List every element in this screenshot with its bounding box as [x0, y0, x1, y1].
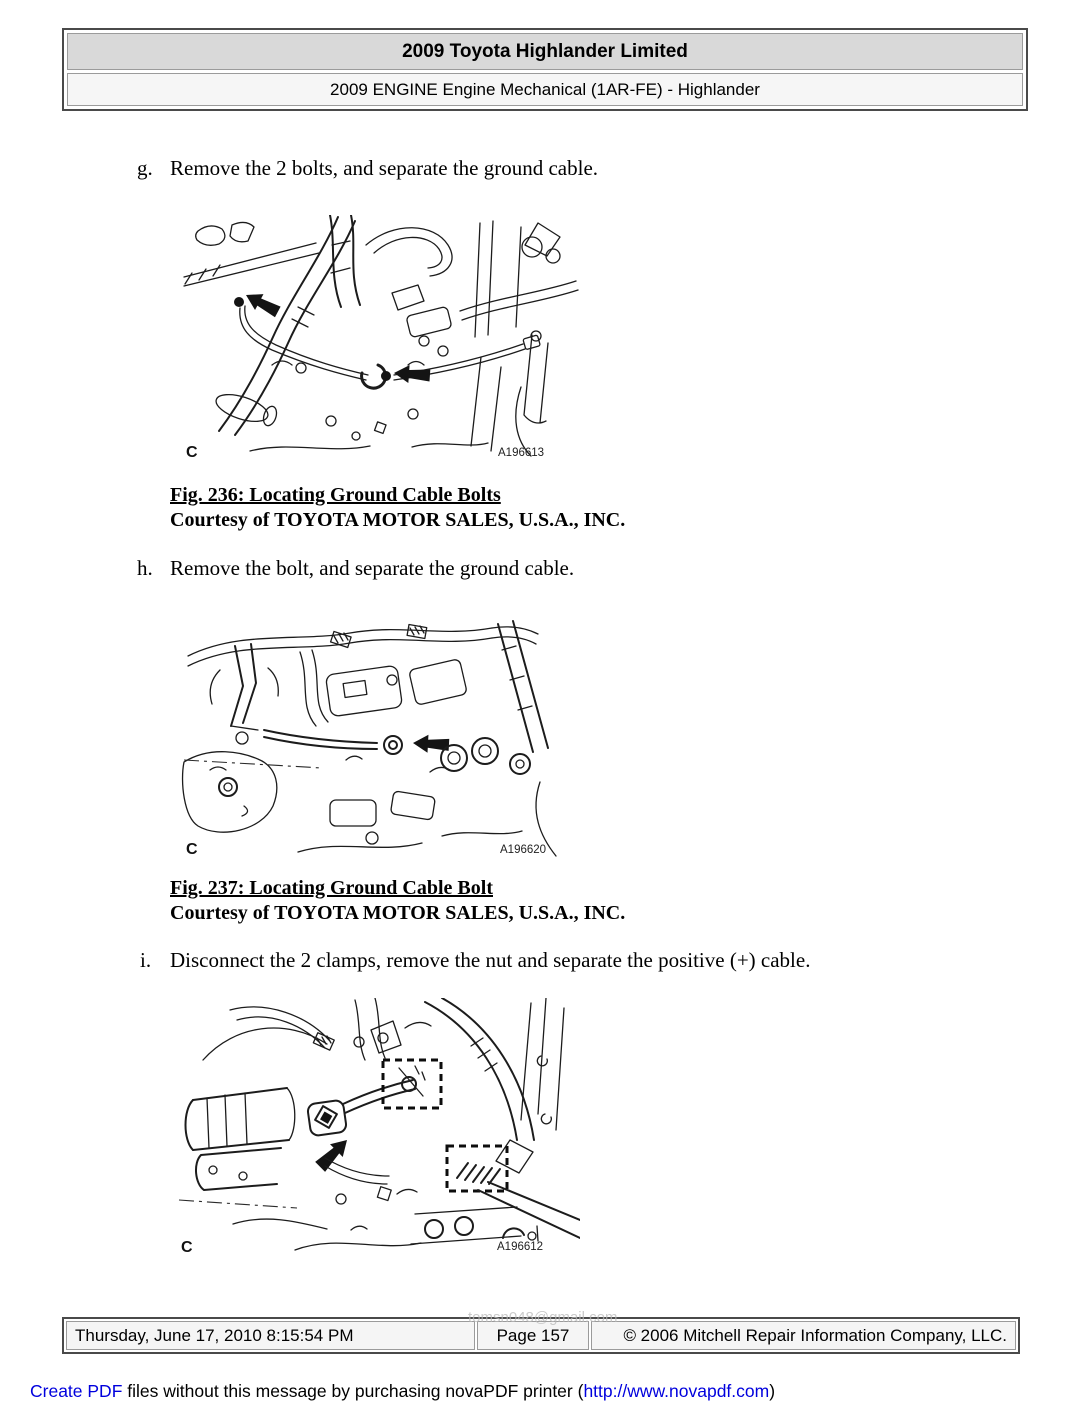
document-header	[62, 28, 1028, 111]
engine-line-art-1	[180, 215, 580, 463]
page-title: 2009 Toyota Highlander Limited	[67, 33, 1023, 70]
novapdf-banner	[30, 1381, 775, 1402]
footer-page-number: Page 157	[477, 1321, 589, 1350]
figure-236-caption	[170, 483, 625, 533]
step-i-text: Disconnect the 2 clamps, remove the nut and separate the positive (+) cable.	[170, 948, 811, 972]
novapdf-banner-close-paren: )	[769, 1381, 776, 1401]
step-h-text: Remove the bolt, and separate the ground cable.	[170, 556, 575, 580]
step-i-label: i.	[140, 948, 152, 972]
page-subtitle: 2009 ENGINE Engine Mechanical (1AR-FE) - Highlander	[67, 73, 1023, 106]
novapdf-banner-text: files without this message by purchasing novaPDF printer (	[122, 1381, 584, 1401]
figure-237-caption	[170, 876, 625, 926]
step-h-label: h.	[137, 556, 153, 580]
clamp-box-2	[447, 1146, 507, 1191]
ground-bolt	[389, 741, 397, 749]
arrow-to-nut	[314, 1134, 354, 1174]
step-g	[137, 156, 598, 181]
email-watermark: tomsn048@gmail.com	[468, 1309, 618, 1326]
step-h	[137, 556, 574, 581]
figure-237-engine-diagram	[180, 610, 580, 865]
ground-bolt-2	[381, 371, 391, 381]
engine-line-art-2	[180, 610, 580, 860]
footer-copyright: © 2006 Mitchell Repair Information Company, LLC.	[591, 1321, 1016, 1350]
arrow-to-bolt-2	[393, 364, 430, 384]
figure-1-corner-label: C	[186, 444, 198, 461]
step-i	[140, 948, 810, 973]
figure-236-engine-diagram	[180, 215, 580, 468]
positive-terminal-nut	[320, 1112, 332, 1124]
figure-positive-cable-diagram	[175, 998, 580, 1265]
figure-3-corner-label: C	[181, 1239, 193, 1256]
figure-237-title: Fig. 237: Locating Ground Cable Bolt	[170, 877, 493, 899]
footer-datetime: Thursday, June 17, 2010 8:15:54 PM	[66, 1321, 475, 1350]
ground-bolt-1	[234, 297, 244, 307]
create-pdf-link[interactable]: Create PDF	[30, 1381, 123, 1401]
arrow-to-bolt-1	[242, 287, 282, 320]
figure-3-part-number: A196612	[497, 1241, 544, 1253]
step-g-text: Remove the 2 bolts, and separate the ground cable.	[170, 156, 599, 180]
figure-236-title: Fig. 236: Locating Ground Cable Bolts	[170, 484, 501, 506]
engine-line-art-3	[175, 998, 580, 1260]
novapdf-url-link[interactable]: http://www.novapdf.com	[583, 1381, 770, 1401]
figure-2-part-number: A196620	[500, 844, 547, 856]
step-g-label: g.	[137, 156, 153, 180]
figure-237-courtesy: Courtesy of TOYOTA MOTOR SALES, U.S.A., INC.	[170, 902, 626, 924]
figure-236-courtesy: Courtesy of TOYOTA MOTOR SALES, U.S.A., INC.	[170, 509, 626, 531]
figure-1-part-number: A196613	[498, 447, 545, 459]
figure-2-corner-label: C	[186, 841, 198, 858]
